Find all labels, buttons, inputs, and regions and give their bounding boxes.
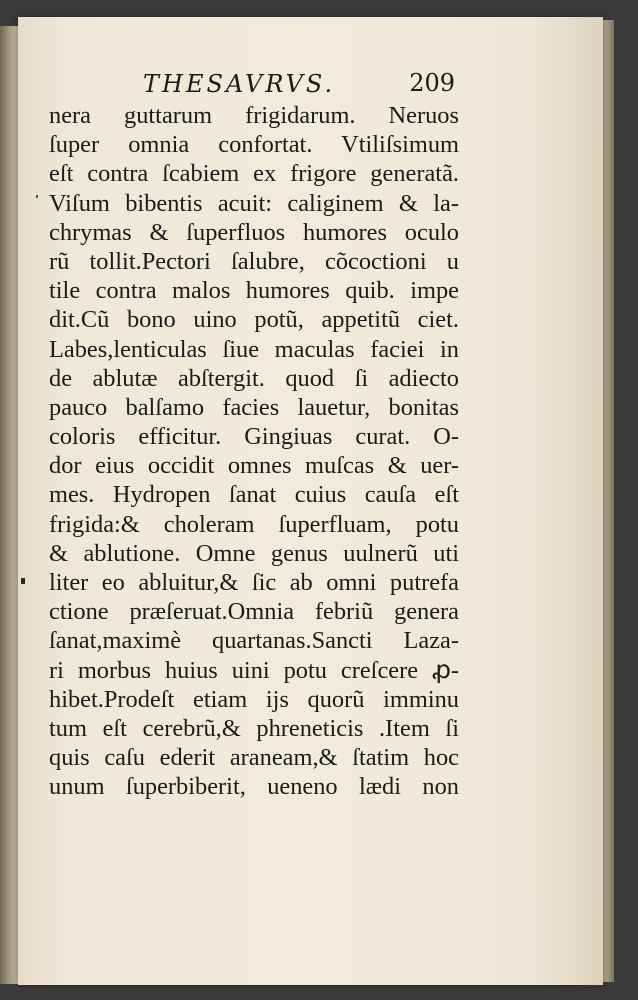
text-line: ctione præſeruat.Omnia febriũ genera bbox=[49, 598, 459, 626]
text-line: unum ſuperbiberit, ueneno lædi non bbox=[49, 773, 459, 801]
text-line: frigida:& choleram ſuperfluam, potu bbox=[49, 510, 459, 538]
text-line: Viſum bibentis acuit: caliginem & la- bbox=[49, 189, 459, 217]
text-line: ſanat,maximè quartanas.Sancti Laza- bbox=[49, 627, 459, 655]
page-header bbox=[143, 70, 455, 100]
text-line: mes. Hydropen ſanat cuius cauſa eſt bbox=[49, 481, 459, 509]
text-line: quis caſu ederit araneam,& ſtatim hoc bbox=[49, 744, 459, 772]
text-line: dit.Cũ bono uino potũ, appetitũ ciet. bbox=[49, 306, 459, 334]
body-text bbox=[49, 101, 459, 802]
margin-mark bbox=[21, 578, 25, 584]
text-line: ſuper omnia confortat. Vtiliſsimum bbox=[49, 131, 459, 159]
text-line: & ablutione. Omne genus uulnerũ uti bbox=[49, 539, 459, 567]
text-line: hibet.Prodeſt etiam ijs quorũ imminu bbox=[49, 685, 459, 713]
text-line: tile contra malos humores quib. impe bbox=[49, 277, 459, 305]
text-line: Labes,lenticulas ſiue maculas faciei in bbox=[49, 335, 459, 363]
text-line: chrymas & ſuperfluos humores oculo bbox=[49, 218, 459, 246]
text-line: liter eo abluitur,& ſic ab omni putrefa bbox=[49, 569, 459, 596]
text-line: de ablutæ abſtergit. quod ſi adiecto bbox=[49, 364, 459, 392]
page-number: 209 bbox=[409, 69, 455, 97]
text-line: nera guttarum frigidarum. Neruos bbox=[49, 102, 459, 129]
text-line: dor eius occidit omnes muſcas & uer- bbox=[49, 452, 459, 480]
text-line: pauco balſamo facies lauetur, bonitas bbox=[49, 393, 459, 421]
running-title: THESAVRVS. bbox=[143, 70, 336, 98]
margin-speck bbox=[36, 195, 38, 198]
text-line: rũ tollit.Pectori ſalubre, cõcoctioni u bbox=[49, 247, 459, 275]
text-line: eſt contra ſcabiem ex frigore generatã. bbox=[49, 160, 459, 188]
text-line: tum eſt cerebrũ,& phreneticis .Item ſi bbox=[49, 714, 459, 742]
text-line: ri morbus huius uini potu creſcere ꝓ- bbox=[49, 656, 459, 684]
text-line: coloris efficitur. Gingiuas curat. O- bbox=[49, 423, 459, 451]
